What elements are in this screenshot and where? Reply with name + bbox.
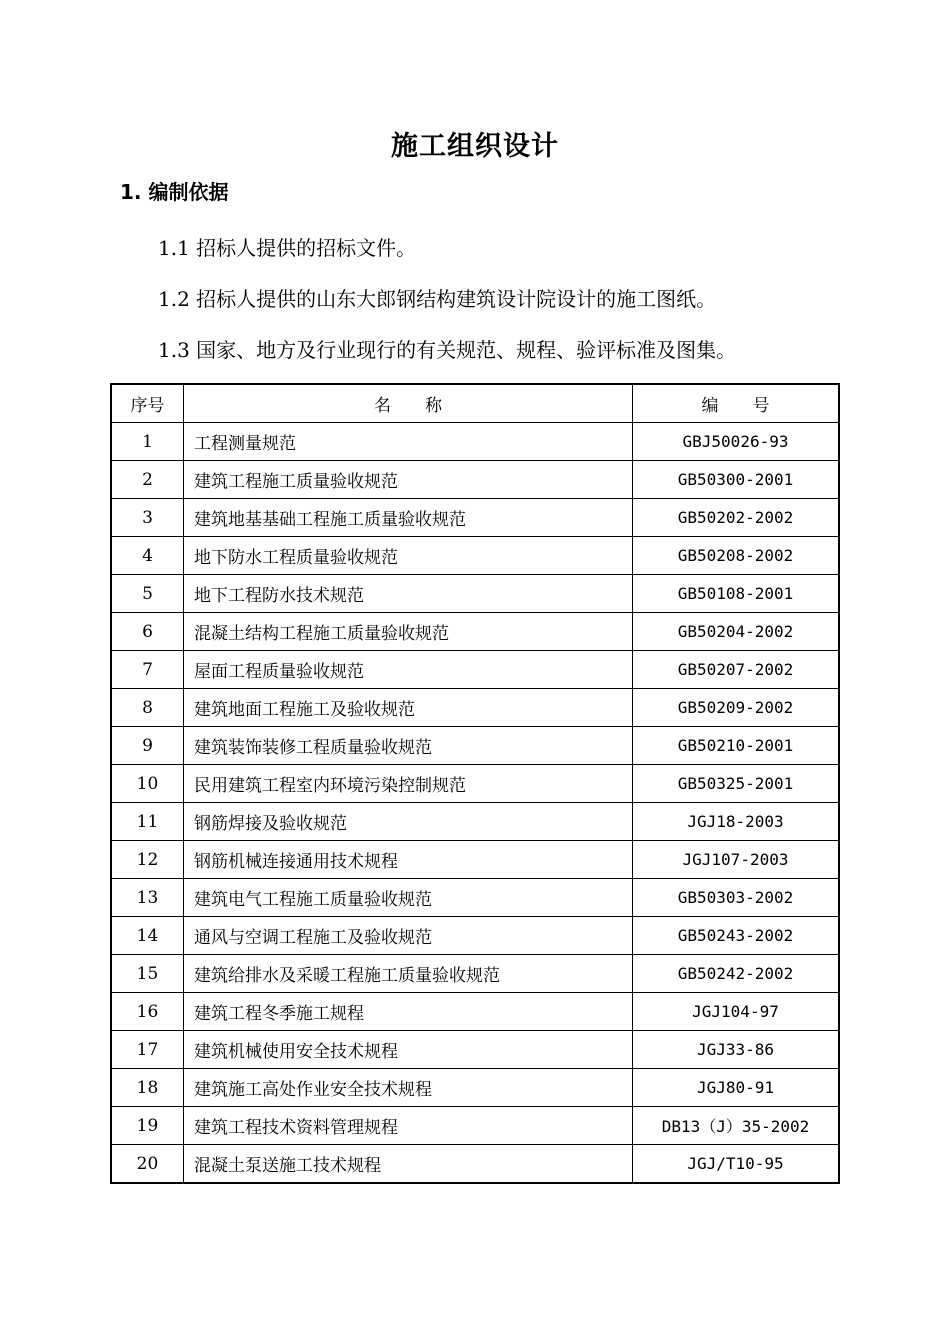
table-row xyxy=(111,575,839,613)
row-index: 12 xyxy=(111,841,184,879)
row-name: 建筑地基基础工程施工质量验收规范 xyxy=(184,499,633,537)
row-name: 混凝土结构工程施工质量验收规范 xyxy=(184,613,633,651)
row-name: 建筑电气工程施工质量验收规范 xyxy=(184,879,633,917)
row-index: 8 xyxy=(111,689,184,727)
row-code: GB50210-2001 xyxy=(633,727,840,765)
row-index: 2 xyxy=(111,461,184,499)
table-body xyxy=(111,423,839,1184)
row-code: GB50300-2001 xyxy=(633,461,840,499)
table-row xyxy=(111,879,839,917)
table-row xyxy=(111,1031,839,1069)
row-code: GB50325-2001 xyxy=(633,765,840,803)
table-row xyxy=(111,803,839,841)
row-index: 4 xyxy=(111,537,184,575)
paragraph-1-2: 1.2 招标人提供的山东大郎钢结构建筑设计院设计的施工图纸。 xyxy=(158,287,717,311)
paragraph-1-1: 1.1 招标人提供的招标文件。 xyxy=(158,236,417,260)
table-row xyxy=(111,1069,839,1107)
row-index: 19 xyxy=(111,1107,184,1145)
table-row xyxy=(111,841,839,879)
row-name: 钢筋机械连接通用技术规程 xyxy=(184,841,633,879)
row-code: JGJ80-91 xyxy=(633,1069,840,1107)
table-row xyxy=(111,727,839,765)
row-name: 地下工程防水技术规范 xyxy=(184,575,633,613)
paragraph-1-3: 1.3 国家、地方及行业现行的有关规范、规程、验评标准及图集。 xyxy=(158,338,737,362)
table-row xyxy=(111,955,839,993)
row-name: 建筑装饰装修工程质量验收规范 xyxy=(184,727,633,765)
row-name: 地下防水工程质量验收规范 xyxy=(184,537,633,575)
table-row xyxy=(111,499,839,537)
table-row xyxy=(111,423,839,461)
row-name: 混凝土泵送施工技术规程 xyxy=(184,1145,633,1184)
row-name: 建筑机械使用安全技术规程 xyxy=(184,1031,633,1069)
row-code: JGJ104-97 xyxy=(633,993,840,1031)
row-code: GB50204-2002 xyxy=(633,613,840,651)
row-name: 建筑施工高处作业安全技术规程 xyxy=(184,1069,633,1107)
row-name: 建筑地面工程施工及验收规范 xyxy=(184,689,633,727)
row-name: 民用建筑工程室内环境污染控制规范 xyxy=(184,765,633,803)
row-name: 屋面工程质量验收规范 xyxy=(184,651,633,689)
row-index: 15 xyxy=(111,955,184,993)
row-code: JGJ/T10-95 xyxy=(633,1145,840,1184)
row-index: 5 xyxy=(111,575,184,613)
row-index: 16 xyxy=(111,993,184,1031)
row-index: 3 xyxy=(111,499,184,537)
table-row xyxy=(111,613,839,651)
table-row xyxy=(111,765,839,803)
table-row xyxy=(111,651,839,689)
table-row xyxy=(111,1145,839,1184)
row-code: GB50207-2002 xyxy=(633,651,840,689)
row-code: GB50243-2002 xyxy=(633,917,840,955)
table-row xyxy=(111,917,839,955)
row-name: 钢筋焊接及验收规范 xyxy=(184,803,633,841)
row-code: GB50242-2002 xyxy=(633,955,840,993)
document-title: 施工组织设计 xyxy=(391,131,559,162)
table-row xyxy=(111,993,839,1031)
row-name: 建筑工程施工质量验收规范 xyxy=(184,461,633,499)
row-index: 20 xyxy=(111,1145,184,1184)
row-index: 10 xyxy=(111,765,184,803)
row-code: GB50208-2002 xyxy=(633,537,840,575)
table-header-row xyxy=(111,384,839,423)
table-row xyxy=(111,461,839,499)
row-code: GB50303-2002 xyxy=(633,879,840,917)
row-index: 18 xyxy=(111,1069,184,1107)
header-code: 编 号 xyxy=(633,384,840,423)
row-index: 17 xyxy=(111,1031,184,1069)
row-index: 7 xyxy=(111,651,184,689)
row-index: 9 xyxy=(111,727,184,765)
row-name: 工程测量规范 xyxy=(184,423,633,461)
header-index: 序号 xyxy=(111,384,184,423)
row-code: GBJ50026-93 xyxy=(633,423,840,461)
row-index: 1 xyxy=(111,423,184,461)
row-code: DB13（J）35-2002 xyxy=(633,1107,840,1145)
row-index: 6 xyxy=(111,613,184,651)
row-name: 建筑工程冬季施工规程 xyxy=(184,993,633,1031)
row-code: GB50209-2002 xyxy=(633,689,840,727)
table-row xyxy=(111,689,839,727)
section-heading: 1. 编制依据 xyxy=(120,180,229,204)
row-index: 11 xyxy=(111,803,184,841)
header-name: 名 称 xyxy=(184,384,633,423)
row-index: 13 xyxy=(111,879,184,917)
row-name: 通风与空调工程施工及验收规范 xyxy=(184,917,633,955)
row-code: JGJ33-86 xyxy=(633,1031,840,1069)
row-name: 建筑工程技术资料管理规程 xyxy=(184,1107,633,1145)
table-row xyxy=(111,1107,839,1145)
standards-table xyxy=(110,383,840,1184)
row-code: JGJ107-2003 xyxy=(633,841,840,879)
row-code: JGJ18-2003 xyxy=(633,803,840,841)
row-name: 建筑给排水及采暖工程施工质量验收规范 xyxy=(184,955,633,993)
row-code: GB50202-2002 xyxy=(633,499,840,537)
row-index: 14 xyxy=(111,917,184,955)
row-code: GB50108-2001 xyxy=(633,575,840,613)
table-row xyxy=(111,537,839,575)
